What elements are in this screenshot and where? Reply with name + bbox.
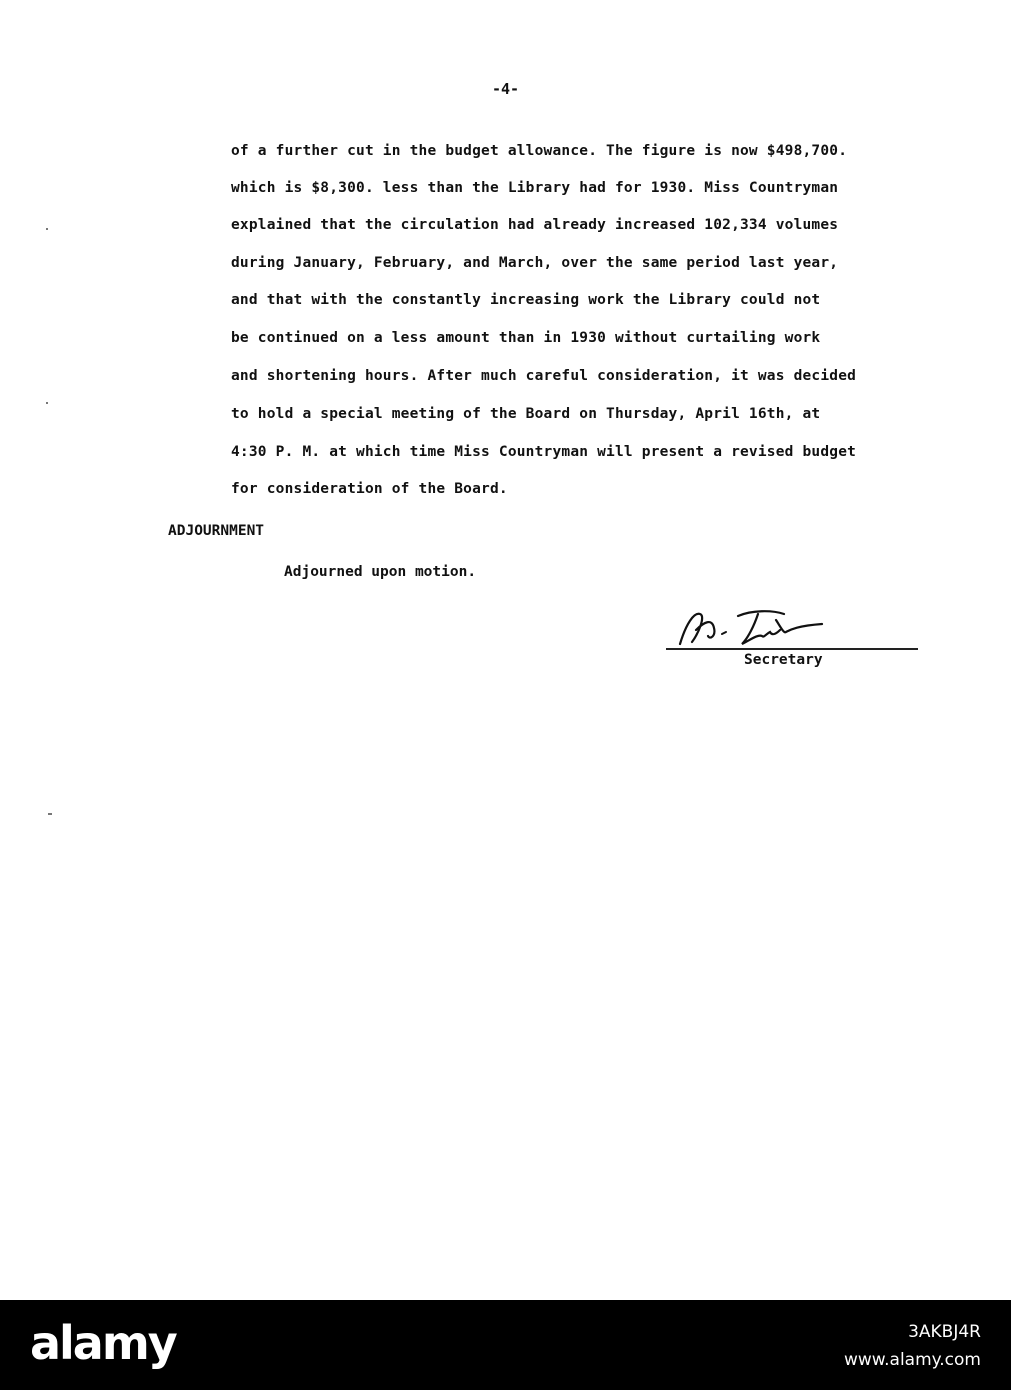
signature-line (666, 648, 918, 650)
paragraph-line: and that with the constantly increasing work the Library could not (231, 292, 821, 308)
paragraph-line: be continued on a less amount than in 1930 without curtailing work (231, 330, 821, 346)
signature-title: Secretary (744, 652, 823, 668)
paragraph-line: and shortening hours. After much careful consideration, it was decided (231, 368, 857, 384)
paragraph-line: during January, February, and March, over the same period last year, (231, 255, 839, 271)
paragraph-line: to hold a special meeting of the Board on Thursday, April 16th, at (231, 406, 821, 422)
paragraph-line: 4:30 P. M. at which time Miss Countryman will present a revised budget (231, 444, 857, 460)
watermark-footer-bar (0, 1300, 1011, 1390)
image-id: 3AKBJ4R (908, 1322, 981, 1342)
scan-speck (48, 813, 52, 815)
section-heading-adjournment: ADJOURNMENT (168, 523, 265, 539)
alamy-logo: alamy (30, 1316, 176, 1370)
scan-speck (46, 228, 48, 230)
scan-speck (46, 402, 48, 404)
footer-url: www.alamy.com (843, 1350, 981, 1370)
handwritten-signature (672, 604, 832, 654)
paragraph-line: of a further cut in the budget allowance. The figure is now $498,700. (231, 143, 848, 159)
page-number: -4- (491, 80, 520, 98)
adjournment-text: Adjourned upon motion. (284, 564, 477, 580)
paragraph-line: explained that the circulation had already increased 102,334 volumes (231, 217, 839, 233)
paragraph-line: for consideration of the Board. (231, 481, 508, 497)
paragraph-line: which is $8,300. less than the Library had for 1930. Miss Countryman (231, 180, 839, 196)
